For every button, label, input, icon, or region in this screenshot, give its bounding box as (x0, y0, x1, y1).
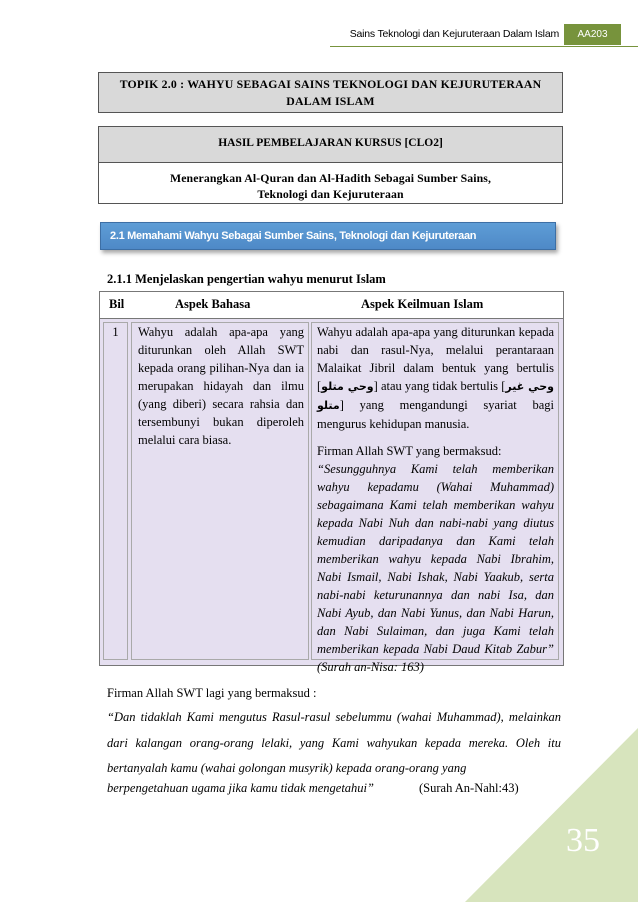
header-rule (330, 46, 638, 47)
header-aspek-keilmuan: Aspek Keilmuan Islam (361, 297, 484, 311)
cell-aspek-keilmuan (311, 322, 559, 674)
page-number: 35 (566, 822, 600, 859)
quran-quote-nisa: “Sesungguhnya Kami telah memberikan wahyu kepadamu (Wahai Muhammad) sebagaimana Kami telah memberikan wahyu kepada Nabi Nuh dan nabi-nabi yang diutus kemudian daripadanya dan Kami telah memberikan wahyu kepada Nabi Ibrahim, Nabi Ismail, Nabi Ishak, Nabi Yaakub, serta nabi-nabi keturunannya dan nabi Isa, dan Nabi Ayub, dan Nabi Yunus, dan Nabi Harun, dan Nabi Sulaiman, dan juga Kami telah memberikan kepada Nabi Daud Kitab Zabur” (Surah an-Nisa: 163) (317, 462, 554, 674)
clo-heading: HASIL PEMBELAJARAN KURSUS [CLO2] (99, 127, 562, 163)
subsection-title: 2.1.1 Menjelaskan pengertian wahyu menurut Islam (107, 272, 386, 286)
clo-line-2: Teknologi dan Kejuruteraan (257, 187, 404, 201)
header-bil: Bil (109, 297, 125, 311)
keilmuan-text-2: ] atau yang tidak bertulis [ (373, 379, 506, 393)
keilmuan-text-3: ] yang mengandungi syariat bagi mengurus kehidupan manusia. (317, 398, 554, 431)
firman-intro: Firman Allah SWT lagi yang bermaksud : (107, 686, 317, 700)
firman-label: Firman Allah SWT yang bermaksud: (317, 444, 502, 458)
keilmuan-text-1: Wahyu adalah apa-apa yang diturunkan kepada nabi dan rasul-Nya, melalui perantaraan Malaikat Jibril dalam bentuk yang bertulis [ (317, 325, 554, 393)
header-aspek-bahasa: Aspek Bahasa (175, 297, 251, 311)
running-header-title: Sains Teknologi dan Kejuruteraan Dalam Islam (349, 28, 559, 40)
arabic-wahyu-matlu: وحي متلو (321, 380, 374, 393)
quote-nahl-last-line: berpengetahuan ugama jika kamu tidak mengetahui” (107, 781, 374, 795)
corner-triangle (465, 728, 638, 902)
topic-line-1: TOPIK 2.0 : WAHYU SEBAGAI SAINS TEKNOLOGI DAN KEJURUTERAAN (119, 77, 542, 91)
quran-quote-nahl: “Dan tidaklah Kami mengutus Rasul-rasul sebelummu (wahai Muhammad), melainkan dari kalangan orang-orang lelaki, yang Kami wahyukan kepada mereka. Oleh itu bertanyalah kamu (wahai golongan musyrik) kepada orang-orang yang (107, 710, 561, 775)
definition-table (99, 291, 564, 674)
quote-nahl-reference: (Surah An-Nahl:43) (419, 781, 519, 795)
topic-box (98, 72, 563, 113)
clo-line-1: Menerangkan Al-Quran dan Al-Hadith Sebagai Sumber Sains, (169, 171, 492, 185)
table-row (100, 319, 563, 674)
table-header-row (100, 292, 563, 319)
keilmuan-definition (317, 323, 554, 433)
topic-line-2: DALAM ISLAM (286, 94, 375, 108)
arabic-wahyu-ghair-matlu: وحي غير متلو (317, 380, 554, 412)
clo-box (98, 126, 563, 204)
cell-aspek-bahasa: Wahyu adalah apa-apa yang diturunkan oleh Allah SWT kepada orang pilihan-Nya dan ia merupakan hidayah dan ilmu (yang diberi) secara rahsia dan tersembunyi bukan diperoleh melalui cara biasa. (131, 322, 309, 660)
page-corner-decoration (465, 728, 638, 902)
course-code-badge: AA203 (564, 24, 621, 45)
cell-bil: 1 (103, 322, 128, 660)
section-title-banner: 2.1 Memahami Wahyu Sebagai Sumber Sains, Teknologi dan Kejuruteraan (100, 222, 556, 250)
clo-description (99, 163, 562, 202)
